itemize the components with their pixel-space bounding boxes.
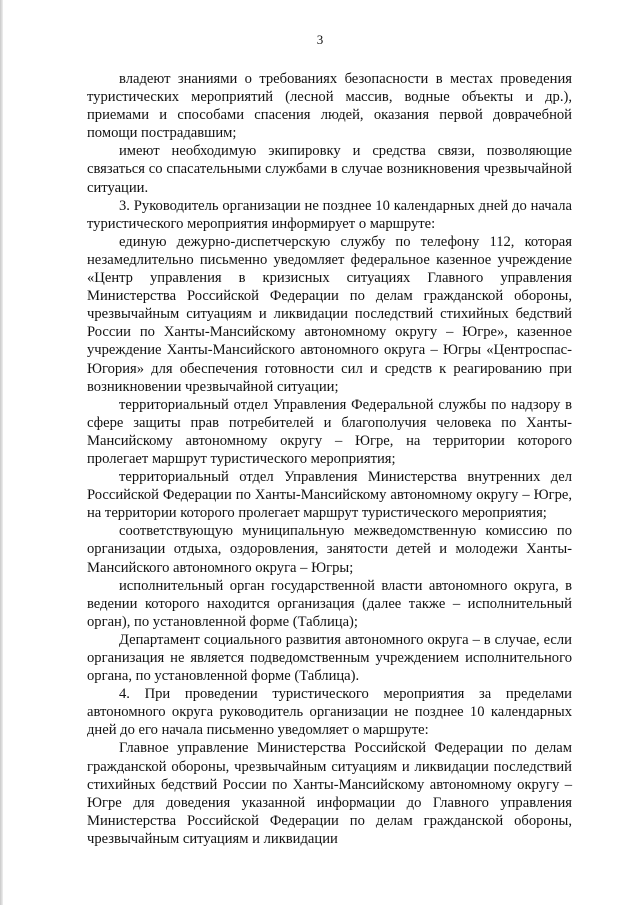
scan-edge (0, 0, 3, 905)
document-body (87, 70, 572, 848)
paragraph-internal-affairs: территориальный отдел Управления Министерства внутренних дел Российской Федерации по Ханты-Мансийскому автономному округу – Югре, на территории которого пролегает маршрут туристического мероприятия; (87, 469, 572, 522)
page-number: 3 (316, 32, 324, 47)
paragraph-item-3: 3. Руководитель организации не позднее 10 календарных дней до начала туристического мероприятия информирует о маршруте: (87, 197, 572, 232)
paragraph-rospotrebnadzor: территориальный отдел Управления Федеральной службы по надзору в сфере защиты прав потребителей и благополучия человека по Ханты-Мансийскому автономному округу – Югре, на территории которого пролегает маршрут туристического мероприятия; (87, 396, 572, 467)
paragraph-executive-body: исполнительный орган государственной власти автономного округа, в ведении которого находится организация (далее также – исполнительный орган), по установленной форме (Таблица); (87, 577, 572, 630)
paragraph-knowledge: владеют знаниями о требованиях безопасности в местах проведения туристических мероприятий (лесной массив, водные объекты и др.), приемами и способами спасения людей, оказания первой доврачебной помощи пострадавшим; (87, 71, 572, 142)
paragraph-main-directorate: Главное управление Министерства Российской Федерации по делам гражданской обороны, чрезвычайным ситуациям и ликвидации последствий стихийных бедствий России по Ханты-Мансийскому автономному округу – Югре для доведения указанной информации до Главного управления Министерства Российской Федерации по делам гражданской обороны, чрезвычайным ситуациям и ликвидации (87, 740, 572, 847)
paragraph-social-department: Департамент социального развития автономного округа – в случае, если организация не является подведомственным учреждением исполнительного органа, по установленной форме (Таблица). (87, 631, 572, 685)
paragraph-item-4: 4. При проведении туристического мероприятия за пределами автономного округа руководитель организации не позднее 10 календарных дней до его начала письменно уведомляет о маршруте: (87, 686, 572, 739)
paragraph-equipment: имеют необходимую экипировку и средства связи, позволяющие связаться со спасательными службами в случае возникновения чрезвычайной ситуации. (87, 143, 572, 196)
paragraph-dispatch-service: единую дежурно-диспетчерскую службу по телефону 112, которая незамедлительно письменно уведомляет федеральное казенное учреждение «Центр управления в кризисных ситуациях Главного управления Министерства Российской Федерации по делам гражданской обороны, чрезвычайным ситуациям и ликвидации последствий стихийных бедствий России по Ханты-Мансийскому автономному округу – Югре», казенное учреждение Ханты-Мансийского автономного округа – Югры «Центроспас-Югория» для обеспечения готовности сил и средств к реагированию при возникновении чрезвычайной ситуации; (87, 233, 572, 395)
paragraph-municipal-commission: соответствующую муниципальную межведомственную комиссию по организации отдыха, оздоровления, занятости детей и молодежи Ханты-Мансийского автономного округа – Югры; (87, 523, 572, 576)
